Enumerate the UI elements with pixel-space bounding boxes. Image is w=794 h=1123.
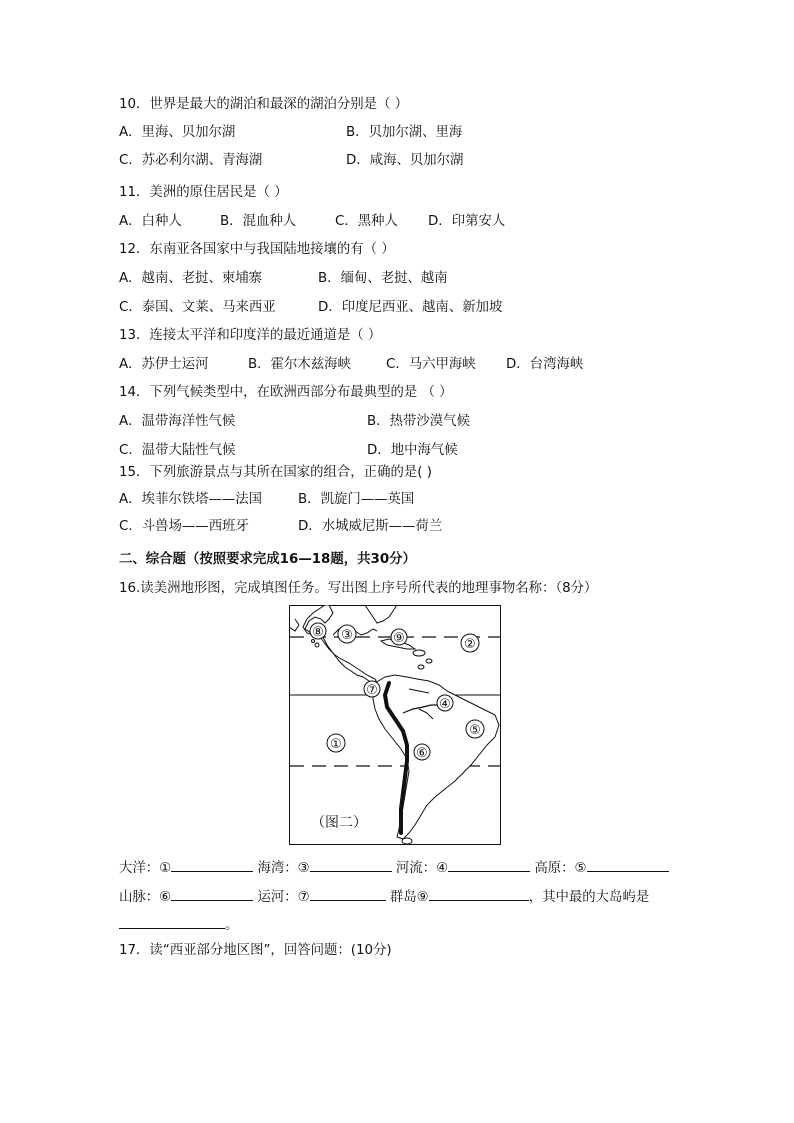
q13-option-c: C．马六甲海峡 (386, 357, 476, 372)
hispaniola-island (413, 650, 425, 656)
q14-option-a: A．温带海洋性气候 (119, 414, 236, 429)
islands-label: 群岛⑨ (389, 890, 429, 905)
marker-7-label: ⑦ (366, 683, 378, 698)
largest-island-blank[interactable] (119, 914, 225, 929)
marker-7 (364, 681, 380, 698)
river-label: 河流：④ (395, 861, 449, 876)
marker-9-label: ⑨ (393, 631, 405, 646)
q11-option-a: A．白种人 (119, 214, 182, 229)
marker-3 (338, 625, 356, 643)
small-island-1 (426, 659, 432, 663)
mountain-label: 山脉：⑥ (119, 890, 172, 905)
q14-option-c: C．温带大陆性气候 (119, 443, 236, 458)
marker-3-label: ③ (341, 628, 353, 643)
ocean-blank[interactable] (171, 857, 253, 872)
americas-map (289, 605, 502, 845)
q17-stem: 17．读“西亚部分地区图”，回答问题：(10分) (119, 943, 392, 958)
q10-stem: 10．世界是最大的湖泊和最深的湖泊分别是（ ） (119, 97, 409, 112)
mountain-blank[interactable] (171, 886, 253, 901)
bay-label: 海湾：③ (257, 861, 310, 876)
q11-option-d: D．印第安人 (428, 214, 506, 229)
q14-option-b: B．热带沙漠气候 (367, 414, 470, 429)
marker-4-label: ④ (439, 697, 451, 712)
tierra-del-fuego (402, 838, 412, 844)
marker-2-label: ② (464, 637, 476, 652)
q11-option-c: C．黑种人 (335, 214, 398, 229)
plateau-label: 高原：⑤ (534, 861, 587, 876)
q15-stem: 15．下列旅游景点与其所在国家的组合，正确的是( ) (119, 465, 432, 480)
marker-1 (327, 734, 345, 752)
marker-2 (461, 634, 479, 652)
canal-label: 运河：⑦ (257, 890, 310, 905)
q12-option-d: D．印度尼西亚、越南、新加坡 (318, 300, 503, 315)
marker-1-label: ① (330, 737, 342, 752)
pacific-island-1 (315, 643, 319, 647)
marker-5-label: ⑤ (469, 723, 481, 738)
q13-option-a: A．苏伊士运河 (119, 357, 209, 372)
canal-blank[interactable] (310, 886, 386, 901)
q15-option-a: A．埃菲尔铁塔——法国 (119, 492, 263, 507)
marker-6 (414, 744, 430, 761)
marker-8 (310, 623, 326, 640)
marker-5 (466, 720, 484, 738)
q13-option-b: B．霍尔木兹海峡 (248, 357, 351, 372)
q16-stem: 16.读美洲地形图，完成填图任务。写出图上序号所代表的地理事物名称：（8分） (119, 581, 598, 596)
q11-stem: 11．美洲的原住居民是（ ） (119, 185, 288, 200)
row3-end: 。 (225, 918, 239, 933)
q10-option-b: B．贝加尔湖、里海 (346, 125, 463, 140)
q14-stem: 14．下列气候类型中，在欧洲西部分布最典型的是 （ ） (119, 385, 453, 400)
fill-row-1 (119, 857, 669, 878)
marker-6-label: ⑥ (416, 746, 428, 761)
q13-option-d: D．台湾海峡 (506, 357, 584, 372)
section-title: 二、综合题（按照要求完成16—18题，共30分） (119, 552, 416, 567)
q12-option-c: C．泰国、文莱、马来西亚 (119, 300, 276, 315)
q10-option-d: D．咸海、贝加尔湖 (346, 153, 464, 168)
fill-row-3 (119, 914, 238, 935)
q15-option-b: B．凯旋门——英国 (298, 492, 415, 507)
q10-option-a: A．里海、贝加尔湖 (119, 125, 236, 140)
small-island-2 (418, 665, 424, 669)
q15-option-c: C．斗兽场——西班牙 (119, 519, 249, 534)
marker-9 (391, 629, 407, 646)
largest-island-label: ，其中最的大岛屿是 (528, 890, 650, 905)
marker-4 (437, 695, 453, 712)
q15-option-d: D．水城威尼斯——荷兰 (298, 519, 443, 534)
ocean-label: 大洋：① (119, 861, 172, 876)
q12-option-b: B．缅甸、老挝、越南 (318, 271, 448, 286)
islands-blank[interactable] (429, 886, 529, 901)
q13-stem: 13．连接太平洋和印度洋的最近通道是（ ） (119, 328, 382, 343)
q12-option-a: A．越南、老挝、柬埔寨 (119, 271, 263, 286)
q11-option-b: B．混血种人 (220, 214, 297, 229)
bay-blank[interactable] (310, 857, 392, 872)
fill-row-2 (119, 886, 649, 907)
river-blank[interactable] (448, 857, 530, 872)
q12-stem: 12．东南亚各国家中与我国陆地接壤的有（ ） (119, 242, 395, 257)
marker-8-label: ⑧ (312, 625, 324, 640)
plateau-blank[interactable] (587, 857, 669, 872)
map-caption: （图二） (311, 815, 367, 831)
q10-option-c: C．苏必利尔湖、青海湖 (119, 153, 263, 168)
q14-option-d: D．地中海气候 (367, 443, 458, 458)
